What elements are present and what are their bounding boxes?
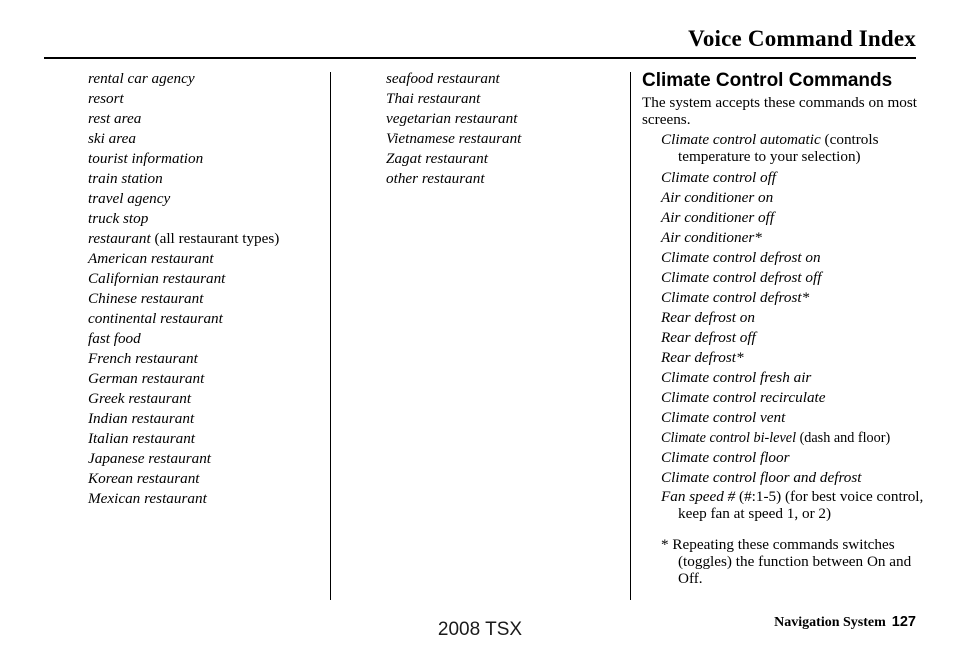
command-text: Fan speed #: [661, 488, 736, 505]
list-item: seafood restaurant: [386, 70, 500, 87]
poi-list-2: [386, 69, 622, 189]
list-item: Thai restaurant: [386, 90, 481, 107]
column-divider-1: [330, 72, 331, 600]
command-item: Rear defrost off: [661, 329, 756, 346]
command-item: [661, 131, 932, 165]
command-item: Climate control defrost*: [661, 289, 810, 306]
command-item: Air conditioner on: [661, 189, 774, 206]
page-title: Voice Command Index: [688, 26, 916, 51]
command-item: Air conditioner*: [661, 229, 762, 246]
command-text: Climate control bi-level: [661, 430, 797, 446]
list-item: truck stop: [88, 210, 149, 227]
command-item: Climate control vent: [661, 409, 786, 426]
list-item-note: (all restaurant types): [150, 230, 280, 247]
list-item: Japanese restaurant: [88, 450, 212, 467]
command-note: (dash and floor): [796, 430, 891, 446]
list-item: Korean restaurant: [88, 470, 200, 487]
list-item: rental car agency: [88, 70, 195, 87]
command-item: Air conditioner off: [661, 209, 775, 226]
list-item: Mexican restaurant: [88, 490, 207, 507]
column-divider-2: [630, 72, 631, 600]
poi-list-1: [88, 69, 324, 509]
footer-label: Navigation System: [774, 615, 886, 630]
list-item-text: restaurant: [88, 230, 151, 247]
list-item: Vietnamese restaurant: [386, 130, 522, 147]
command-note: (#:1-5) (for best voice control, keep fan at speed 1, or 2): [678, 488, 924, 522]
command-item: Climate control off: [661, 169, 777, 186]
command-item: Climate control defrost off: [661, 269, 822, 286]
list-item: Italian restaurant: [88, 430, 196, 447]
list-item: Chinese restaurant: [88, 290, 204, 307]
list-item: rest area: [88, 110, 142, 127]
page-number: 127: [891, 614, 916, 630]
list-item: fast food: [88, 330, 141, 347]
list-item: Greek restaurant: [88, 390, 192, 407]
command-item: Rear defrost*: [661, 349, 744, 366]
footnote: * Repeating these commands switches (toggles) the function between On and Off.: [661, 536, 912, 587]
list-item: Californian restaurant: [88, 270, 226, 287]
list-item: resort: [88, 90, 124, 107]
command-item: [661, 488, 932, 522]
list-item: French restaurant: [88, 350, 198, 367]
list-item: Zagat restaurant: [386, 150, 488, 167]
list-item: vegetarian restaurant: [386, 110, 518, 127]
list-item: German restaurant: [88, 370, 205, 387]
command-item: Climate control floor and defrost: [661, 469, 862, 486]
list-item-restaurant: [88, 229, 324, 249]
column-1: [88, 69, 324, 509]
section-intro: The system accepts these commands on most screens.: [642, 94, 917, 128]
command-item: Climate control floor: [661, 449, 790, 466]
list-item: tourist information: [88, 150, 204, 167]
command-item: Climate control defrost on: [661, 249, 821, 266]
climate-command-list: [642, 131, 932, 522]
column-3: [642, 69, 932, 587]
command-text: Climate control automatic: [661, 131, 821, 148]
command-note: (controls temperature to your selection): [678, 131, 879, 165]
list-item: Indian restaurant: [88, 410, 195, 427]
list-item: travel agency: [88, 190, 171, 207]
watermark: 2008 TSX: [437, 619, 523, 640]
section-title: Climate Control Commands: [642, 70, 893, 91]
column-2: [386, 69, 622, 189]
command-item: Rear defrost on: [661, 309, 755, 326]
command-item: [661, 428, 932, 448]
header-rule: [44, 57, 916, 59]
list-item: ski area: [88, 130, 136, 147]
command-item: Climate control recirculate: [661, 389, 826, 406]
list-item: American restaurant: [88, 250, 214, 267]
command-item: Climate control fresh air: [661, 369, 812, 386]
list-item: train station: [88, 170, 163, 187]
list-item: other restaurant: [386, 170, 485, 187]
list-item: continental restaurant: [88, 310, 223, 327]
